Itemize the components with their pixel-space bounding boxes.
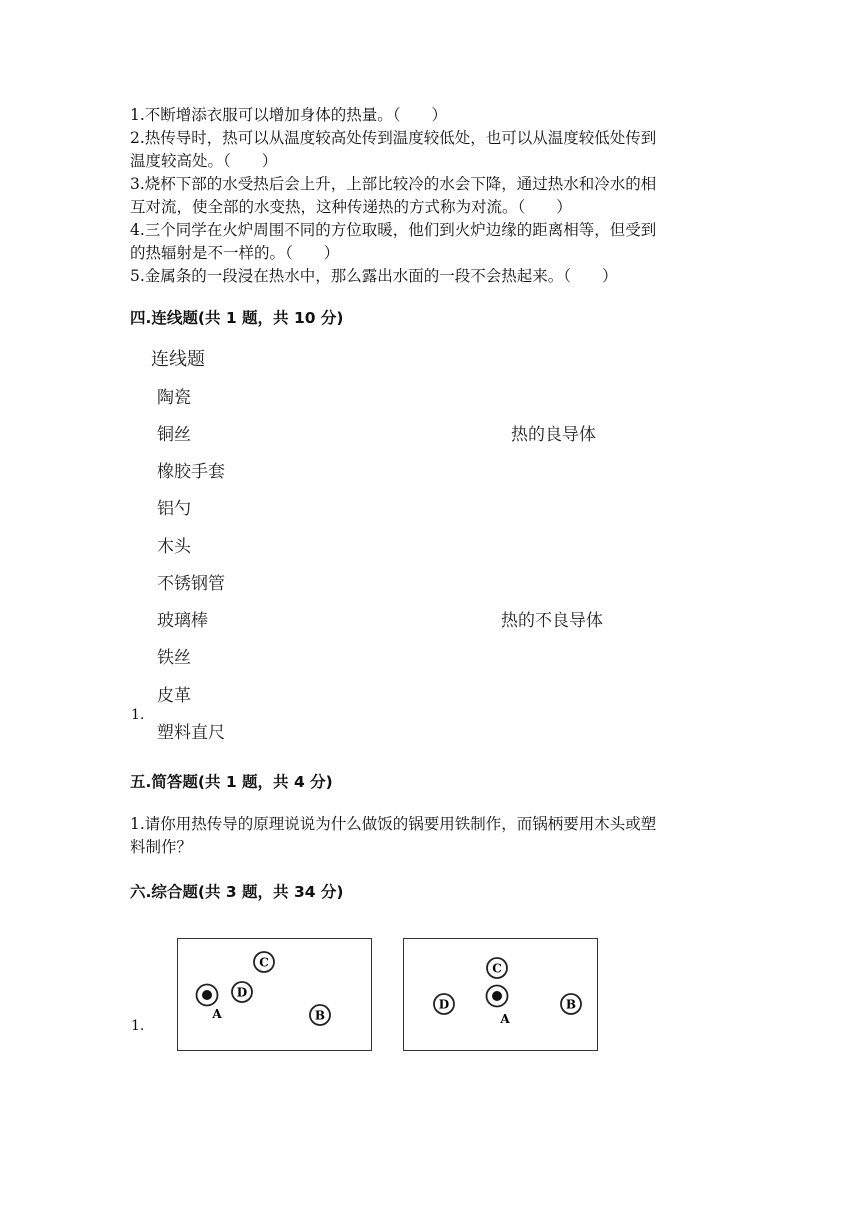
matching-left-item: 皮革 [157, 686, 191, 706]
question-number: 1. [131, 707, 145, 723]
matching-title: 连线题 [151, 349, 205, 370]
short-answer-question-cont: 料制作？ [130, 838, 193, 856]
matching-left-item: 木头 [157, 537, 191, 557]
fire-center [202, 990, 212, 1000]
judgement-item-4-cont: 的热辐射是不一样的。（ ） [130, 244, 340, 262]
point-a-label: A [500, 1012, 510, 1026]
point-d-label: D [236, 985, 248, 1000]
matching-left-item: 玻璃棒 [157, 611, 208, 631]
section-heading-short-answer: 五.简答题(共 1 题，共 4 分) [130, 773, 333, 791]
point-c-label: C [259, 955, 269, 970]
matching-right-item: 热的良导体 [511, 425, 596, 445]
judgement-item-3-cont: 互对流，使全部的水变热，这种传递热的方式称为对流。（ ） [130, 198, 572, 216]
point-d-label: D [438, 997, 450, 1012]
matching-left-item: 橡胶手套 [157, 462, 225, 482]
matching-left-item: 塑料直尺 [157, 723, 225, 743]
judgement-item-2: 2.热传导时，热可以从温度较高处传到温度较低处，也可以从温度较低处传到 [130, 129, 657, 147]
judgement-item-3: 3.烧杯下部的水受热后会上升，上部比较冷的水会下降，通过热水和冷水的相 [130, 175, 657, 193]
matching-left-item: 铝勺 [157, 499, 191, 519]
judgement-item-1: 1.不断增添衣服可以增加身体的热量。（ ） [130, 106, 448, 124]
judgement-item-4: 4.三个同学在火炉周围不同的方位取暖，他们到火炉边缘的距离相等，但受到 [130, 221, 657, 239]
matching-left-item: 铜丝 [157, 425, 191, 445]
matching-left-item: 不锈钢管 [157, 574, 225, 594]
matching-right-item: 热的不良导体 [501, 611, 603, 631]
point-b-label: B [314, 1008, 326, 1023]
point-b-label: B [565, 997, 577, 1012]
judgement-item-5: 5.金属条的一段浸在热水中，那么露出水面的一段不会热起来。（ ） [130, 267, 618, 285]
section-heading-matching: 四.连线题(共 1 题，共 10 分) [130, 309, 344, 327]
matching-left-item: 陶瓷 [157, 388, 191, 408]
point-a-label: A [212, 1007, 222, 1021]
fire-position-diagram-1 [177, 938, 372, 1051]
matching-left-item: 铁丝 [157, 648, 191, 668]
fire-center [492, 991, 502, 1001]
fire-position-diagram-2 [403, 938, 598, 1051]
section-heading-comprehensive: 六.综合题(共 3 题，共 34 分) [130, 883, 344, 901]
judgement-item-2-cont: 温度较高处。（ ） [130, 152, 278, 170]
point-c-label: C [492, 961, 502, 976]
short-answer-question: 1.请你用热传导的原理说说为什么做饭的锅要用铁制作，而锅柄要用木头或塑 [130, 815, 657, 833]
question-number: 1. [131, 1018, 145, 1034]
